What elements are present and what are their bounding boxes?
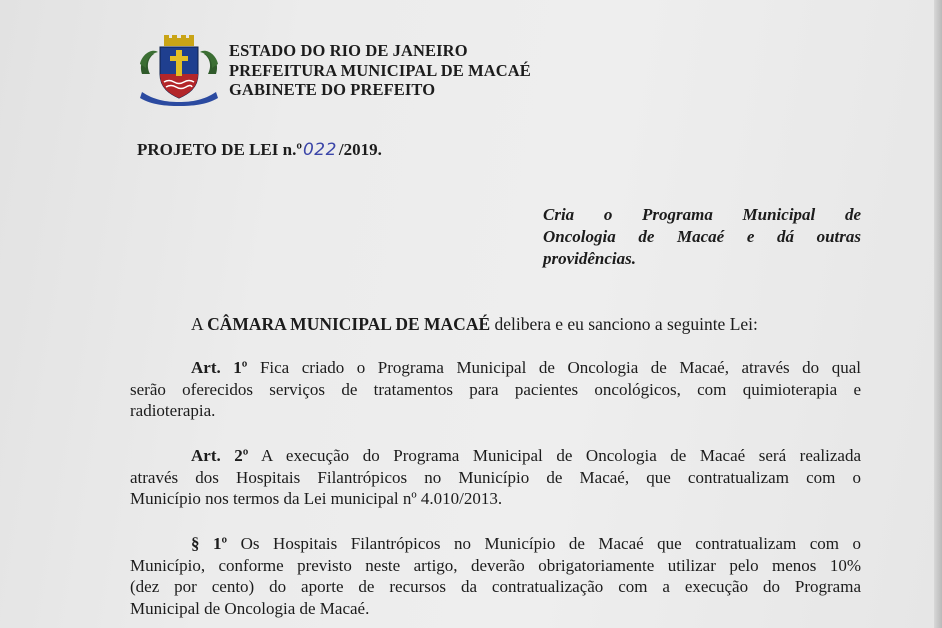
municipal-coat-of-arms-icon <box>136 34 222 106</box>
letterhead <box>229 41 531 100</box>
article-1-label: Art. 1º <box>191 358 248 377</box>
article-2-text: A execução do Programa Municipal de Oncologia de Macaé será realizada <box>261 446 862 465</box>
letterhead-state: ESTADO DO RIO DE JANEIRO <box>229 41 468 60</box>
bill-summary-line: Oncologia de Macaé e dá outras <box>543 227 861 246</box>
bill-summary-line: Cria o Programa Municipal de <box>543 205 861 224</box>
article-2 <box>130 445 861 510</box>
bill-title <box>137 140 382 160</box>
bill-summary-line: providências. <box>543 249 637 268</box>
enacting-clause-body: CÂMARA MUNICIPAL DE MACAÉ <box>207 314 491 334</box>
letterhead-city-hall: PREFEITURA MUNICIPAL DE MACAÉ <box>229 60 531 80</box>
paragraph-1-text: Os Hospitais Filantrópicos no Município de Macaé que contratualizam com o <box>240 534 862 553</box>
article-2-label: Art. 2º <box>191 446 249 465</box>
article-1-text: Fica criado o Programa Municipal de Oncologia de Macaé, através do qual <box>259 358 861 377</box>
bill-summary <box>543 204 861 270</box>
letterhead-office: GABINETE DO PREFEITO <box>229 80 436 99</box>
paper-edge <box>934 0 942 628</box>
enacting-clause-rest: delibera e eu sanciono a seguinte Lei: <box>494 314 758 334</box>
article-1-text: serão oferecidos serviços de tratamentos para pacientes oncológicos, com quimioterapia e <box>130 379 861 399</box>
article-1 <box>130 357 861 422</box>
paragraph-1-label: § 1º <box>191 534 228 553</box>
article-2-text: através dos Hospitais Filantrópicos no Município de Macaé, que contratualizam com o <box>130 467 861 487</box>
paragraph-1-text: (dez por cento) do aporte de recursos da contratualização com a execução do Programa <box>130 577 861 596</box>
bill-title-prefix: PROJETO DE LEI n.º <box>137 140 302 159</box>
paragraph-1-text: Município, conforme previsto neste artigo, deverão obrigatoriamente utilizar pelo menos 10% <box>130 555 861 575</box>
article-1-text: radioterapia. <box>130 401 216 420</box>
article-2-text: Município nos termos da Lei municipal nº 4.010/2013. <box>130 489 503 508</box>
handwritten-bill-number: 022 <box>302 140 337 160</box>
enacting-clause <box>191 314 758 335</box>
paragraph-1 <box>130 533 861 619</box>
enacting-clause-lead: A <box>191 314 203 334</box>
bill-title-suffix: /2019. <box>338 140 382 159</box>
paragraph-1-text: Municipal de Oncologia de Macaé. <box>130 598 370 618</box>
